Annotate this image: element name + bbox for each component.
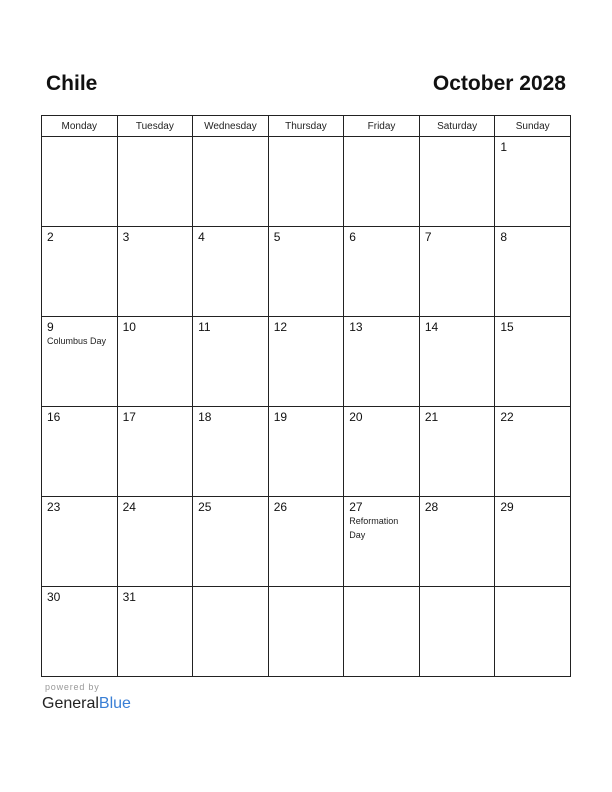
month-year-title: October 2028 <box>432 72 566 95</box>
day-number: 27 <box>349 500 363 514</box>
day-number: 8 <box>500 230 508 244</box>
day-cell <box>117 137 193 227</box>
day-number: 26 <box>273 500 288 514</box>
week-row <box>42 137 571 227</box>
day-number: 29 <box>500 500 514 514</box>
day-number: 11 <box>198 320 211 334</box>
day-number <box>344 137 419 140</box>
day-cell <box>344 407 420 497</box>
day-cell <box>117 227 193 317</box>
calendar-grid <box>41 115 571 677</box>
day-number: 12 <box>273 320 288 334</box>
day-cell <box>268 497 344 587</box>
weekday-header: Tuesday <box>117 116 193 137</box>
day-number <box>193 137 268 140</box>
day-number: 5 <box>273 230 281 244</box>
day-cell <box>419 227 495 317</box>
weekday-header-row <box>42 116 571 137</box>
day-number: 3 <box>122 230 130 244</box>
day-number: 22 <box>500 410 514 424</box>
day-cell <box>344 317 420 407</box>
day-cell <box>419 137 495 227</box>
day-cell <box>193 407 269 497</box>
day-number: 7 <box>424 230 432 244</box>
day-cell <box>193 317 269 407</box>
day-number: 9 <box>47 320 54 334</box>
day-number: 2 <box>47 230 54 244</box>
day-number: 16 <box>47 410 61 424</box>
day-cell <box>117 407 193 497</box>
brand-logo <box>42 682 202 718</box>
day-cell <box>419 497 495 587</box>
weekday-header: Saturday <box>419 116 495 137</box>
day-cell <box>419 587 495 677</box>
day-cell <box>495 317 571 407</box>
day-cell <box>117 497 193 587</box>
country-title: Chile <box>46 72 98 95</box>
day-number <box>42 137 117 140</box>
day-number <box>495 587 570 590</box>
day-number: 21 <box>424 410 439 424</box>
weekday-header: Friday <box>344 116 420 137</box>
brand-name-blue: Blue <box>98 695 131 712</box>
day-number: 13 <box>349 320 363 334</box>
day-cell <box>419 407 495 497</box>
day-cell <box>117 587 193 677</box>
day-cell <box>344 587 420 677</box>
day-cell <box>419 317 495 407</box>
page-header <box>46 70 566 100</box>
day-number: 28 <box>424 500 439 514</box>
day-cell <box>42 317 118 407</box>
day-number: 20 <box>349 410 363 424</box>
day-cell <box>344 137 420 227</box>
day-cell <box>344 497 420 587</box>
day-number <box>118 137 193 140</box>
day-cell <box>117 317 193 407</box>
brand-name-general: General <box>42 695 99 712</box>
holiday-label: Columbus Day <box>47 336 107 346</box>
day-cell <box>495 407 571 497</box>
day-number <box>344 587 419 590</box>
day-number: 24 <box>122 500 136 514</box>
day-cell <box>42 227 118 317</box>
day-number <box>193 587 268 590</box>
day-cell <box>42 587 118 677</box>
calendar-body <box>42 137 571 677</box>
day-cell <box>268 407 344 497</box>
powered-by-text: powered by <box>45 682 100 692</box>
day-number: 23 <box>47 500 61 514</box>
day-number: 6 <box>349 230 356 244</box>
day-number: 17 <box>122 410 136 424</box>
day-number: 10 <box>122 320 136 334</box>
day-number: 15 <box>500 320 514 334</box>
holiday-label: Reformation Day <box>349 516 399 540</box>
week-row <box>42 317 571 407</box>
week-row <box>42 227 571 317</box>
day-cell <box>495 497 571 587</box>
week-row <box>42 407 571 497</box>
week-row <box>42 497 571 587</box>
day-cell <box>495 227 571 317</box>
day-cell <box>193 587 269 677</box>
day-cell <box>42 407 118 497</box>
day-number: 18 <box>198 410 212 424</box>
brand-name <box>42 694 131 714</box>
day-cell <box>193 497 269 587</box>
day-number <box>420 137 495 140</box>
day-number: 14 <box>424 320 439 334</box>
day-cell <box>344 227 420 317</box>
day-cell <box>42 137 118 227</box>
day-number <box>269 137 344 140</box>
day-cell <box>42 497 118 587</box>
day-number <box>420 587 495 590</box>
week-row <box>42 587 571 677</box>
day-cell <box>268 317 344 407</box>
day-number <box>269 587 344 590</box>
weekday-header: Monday <box>42 116 118 137</box>
weekday-header: Sunday <box>495 116 571 137</box>
day-number: 25 <box>198 500 212 514</box>
day-cell <box>495 137 571 227</box>
day-cell <box>193 227 269 317</box>
day-number: 1 <box>500 140 508 154</box>
day-cell <box>268 587 344 677</box>
day-number: 4 <box>198 230 205 244</box>
weekday-header: Wednesday <box>193 116 269 137</box>
day-cell <box>268 137 344 227</box>
day-cell <box>193 137 269 227</box>
day-number: 31 <box>122 590 136 604</box>
day-cell <box>268 227 344 317</box>
weekday-header: Thursday <box>268 116 344 137</box>
day-number: 30 <box>47 590 61 604</box>
day-number: 19 <box>273 410 288 424</box>
day-cell <box>495 587 571 677</box>
